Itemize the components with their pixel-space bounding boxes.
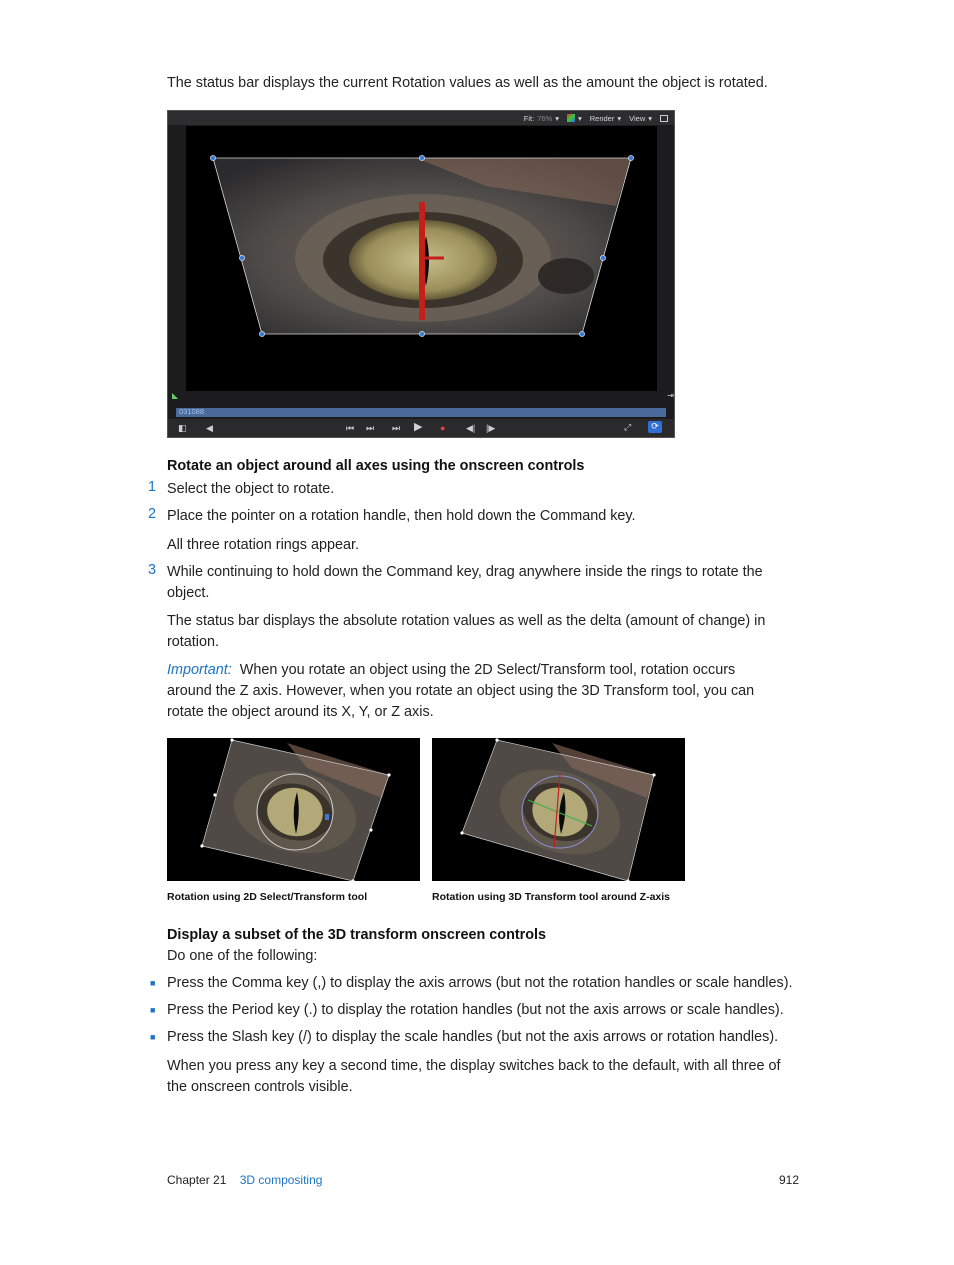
bullet-square-icon: ■ [150,978,156,988]
color-channels-menu[interactable] [567,114,582,123]
page-number: 912 [779,1173,800,1187]
chevron-down-icon: ▾ [555,113,559,123]
layout-icon[interactable] [660,115,668,122]
section-heading-rotate: Rotate an object around all axes using the onscreen controls [167,458,585,474]
chevron-down-icon: ▾ [577,113,582,123]
play-range-start-icon[interactable]: ◣ [172,391,179,400]
viewer-top-bar [168,111,674,125]
step-number-2: 2 [148,506,157,522]
chevron-down-icon: ▾ [617,113,622,123]
render-menu[interactable] [590,114,621,123]
audio-mute-icon[interactable]: ◀ [206,423,213,433]
video-toggle-icon[interactable]: ◧ [178,423,187,433]
bullet-square-icon: ■ [150,1005,156,1015]
chevron-down-icon: ▾ [648,113,652,123]
important-text: When you rotate an object using the 2D Select/Transform tool, rotation occurs around the Z axis. However, when you rotate an object using the 3D Transform tool, you can rotate the object around its X, Y, or Z axis. [167,662,755,720]
caption-3d: Rotation using 3D Transform tool around Z-axis [432,891,671,903]
step-text-2: Place the pointer on a rotation handle, then hold down the Command key. [167,508,636,524]
timecode-bar[interactable] [176,408,666,417]
go-to-start-icon[interactable]: ⏮ [346,423,355,433]
step-text-1: Select the object to rotate. [167,481,335,497]
important-note [167,660,777,723]
fit-menu[interactable] [524,114,559,123]
figure-2d-image [167,738,420,881]
step-text-3: While continuing to hold down the Command key, drag anywhere inside the rings to rotate the object. [167,564,763,601]
footer-chapter-number: Chapter 21 [167,1173,227,1187]
view-label: View [629,113,646,123]
figure-3d-image [432,738,685,881]
previous-frame-icon[interactable]: ◀| [466,423,476,433]
fullscreen-icon[interactable]: ⤢ [624,422,632,432]
view-menu[interactable] [629,114,652,123]
next-frame-icon[interactable]: |▶ [486,423,496,433]
important-label: Important: [167,662,232,678]
play-range-end-icon[interactable]: ⇥ [667,391,674,400]
transport-bar [168,419,674,437]
intro-text: The status bar displays the current Rotation values as well as the amount the object is rotated. [167,75,768,91]
go-to-end-icon[interactable]: ⏭ [366,423,375,433]
figure-3d-rotation [432,738,685,881]
eye-image [186,126,657,391]
fit-label: Fit: [523,113,535,123]
canvas-viewer [167,110,675,438]
section-heading-subset: Display a subset of the 3D transform onscreen controls [167,927,547,943]
loop-icon[interactable]: ⟳ [648,421,662,433]
step-number-3: 3 [148,562,157,578]
render-label: Render [589,113,615,123]
color-channels-icon [567,114,575,122]
step-number-1: 1 [148,479,157,495]
fit-value: 76% [537,113,553,123]
footer-chapter [167,1173,322,1187]
section2-intro: Do one of the following: [167,948,318,964]
bullet-square-icon: ■ [150,1032,156,1042]
section2-closing: When you press any key a second time, the display switches back to the default, with all three of the onscreen controls visible. [167,1058,781,1095]
step-3-note: The status bar displays the absolute rotation values as well as the delta (amount of change) in rotation. [167,613,766,650]
bullet-text-2: Press the Period key (.) to display the rotation handles (but not the axis arrows or scale handles). [167,1002,784,1018]
canvas-area[interactable] [186,126,657,391]
mini-timeline[interactable] [172,391,674,400]
record-icon[interactable]: ● [440,423,446,433]
figure-2d-rotation [167,738,420,881]
caption-2d: Rotation using 2D Select/Transform tool [167,891,368,903]
play-icon[interactable]: ▶ [414,421,423,433]
footer-chapter-link[interactable]: 3D compositing [239,1173,323,1187]
rotation-axis-red[interactable] [419,202,425,320]
step-forward-icon[interactable]: ⏭ [392,423,401,433]
timecode-display: 031088 [179,407,205,416]
bullet-text-3: Press the Slash key (/) to display the scale handles (but not the axis arrows or rotation handles). [167,1029,779,1045]
step-2-note: All three rotation rings appear. [167,537,359,553]
bullet-text-1: Press the Comma key (,) to display the axis arrows (but not the rotation handles or scale handles). [167,975,793,991]
